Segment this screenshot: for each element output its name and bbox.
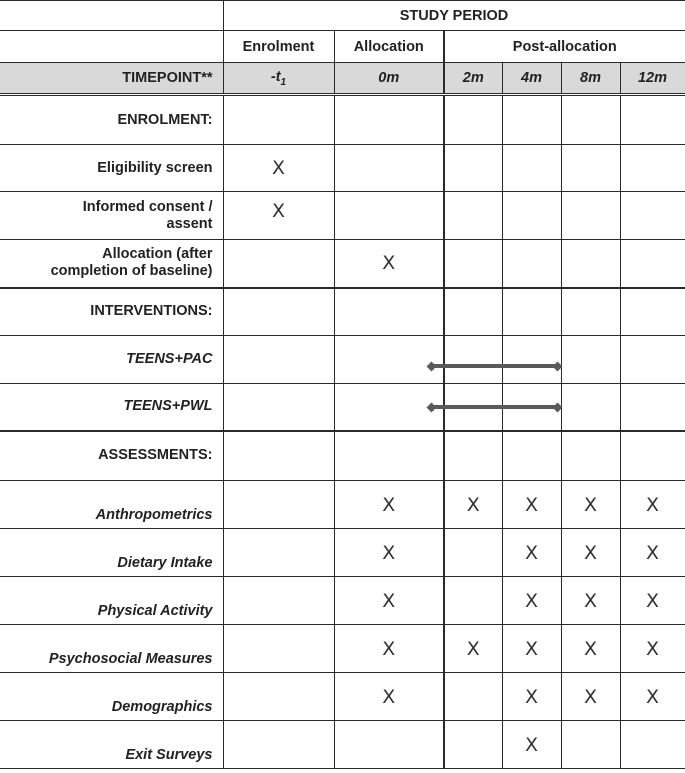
mark-cell: X [223,192,334,240]
cell [561,431,620,481]
timepoint-4m: 4m [502,63,561,95]
timepoint-row [0,63,685,95]
mark-cell: X [502,625,561,673]
cell [620,95,685,145]
enrolment-section-row [0,95,685,145]
cell [561,95,620,145]
cell [223,384,334,431]
allocation-label [0,240,223,288]
mark-cell: X [223,145,334,192]
assessments-section-row [0,431,685,481]
intervention-row-pac [0,336,685,384]
mark-cell: X [620,529,685,577]
intervention-row-pwl [0,384,685,431]
mark-cell [444,673,502,721]
timepoint-allocation: 0m [334,63,444,95]
cell [223,336,334,384]
assessment-row [0,721,685,769]
study-period-row [0,1,685,31]
cell [334,95,444,145]
mark-cell: X [502,721,561,769]
assessment-label: Psychosocial Measures [0,625,223,673]
post-allocation-phase-header: Post-allocation [444,31,685,63]
consent-label [0,192,223,240]
mark-cell [223,721,334,769]
mark-cell: X [561,529,620,577]
eligibility-label: Eligibility screen [0,145,223,192]
mark-cell [502,192,561,240]
assessment-row [0,625,685,673]
cell [502,288,561,336]
consent-label-line1: Informed consent / [82,198,213,215]
assessment-row [0,481,685,529]
cell [620,336,685,384]
assessment-label: Anthropometrics [0,481,223,529]
mark-cell [444,192,502,240]
timepoint-8m: 8m [561,63,620,95]
allocation-phase-header: Allocation [334,31,444,63]
mark-cell: X [334,529,444,577]
mark-cell [444,145,502,192]
mark-cell [444,721,502,769]
cell [223,288,334,336]
assessments-section-label: ASSESSMENTS: [0,431,223,481]
mark-cell [223,673,334,721]
timepoint-t-subscript: 1 [280,76,287,88]
cell [502,431,561,481]
mark-cell [502,145,561,192]
mark-cell: X [620,625,685,673]
mark-cell [444,529,502,577]
mark-cell: X [334,673,444,721]
mark-cell: X [334,240,444,288]
intervention-pwl-label: TEENS+PWL [0,384,223,431]
cell [334,288,444,336]
mark-cell [502,240,561,288]
timepoint-t-symbol: -t [270,68,281,85]
timepoint-2m: 2m [444,63,502,95]
allocation-row [0,240,685,288]
mark-cell [334,145,444,192]
cell [561,384,620,431]
interventions-section-label: INTERVENTIONS: [0,288,223,336]
assessment-label: Exit Surveys [0,721,223,769]
timepoint-12m: 12m [620,63,685,95]
mark-cell: X [561,481,620,529]
timepoint-label: TIMEPOINT** [0,63,223,95]
cell [620,431,685,481]
mark-cell: X [502,529,561,577]
mark-cell [620,145,685,192]
mark-cell [223,240,334,288]
corner-cell [0,1,223,31]
cell [444,95,502,145]
mark-cell [561,721,620,769]
cell [444,336,502,384]
assessment-row [0,673,685,721]
phase-blank-cell [0,31,223,63]
mark-cell [561,192,620,240]
mark-cell [334,192,444,240]
assessment-row [0,529,685,577]
mark-cell [620,240,685,288]
mark-cell: X [334,577,444,625]
enrolment-section-label: ENROLMENT: [0,95,223,145]
mark-cell [561,240,620,288]
intervention-pac-label: TEENS+PAC [0,336,223,384]
mark-cell [223,481,334,529]
cell [223,431,334,481]
cell [223,95,334,145]
cell [444,431,502,481]
interventions-section-row [0,288,685,336]
mark-cell: X [561,625,620,673]
mark-cell: X [620,673,685,721]
phase-row [0,31,685,63]
enrolment-phase-header: Enrolment [223,31,334,63]
mark-cell: X [502,673,561,721]
mark-cell [444,577,502,625]
mark-cell [444,240,502,288]
mark-cell: X [502,481,561,529]
mark-cell [223,625,334,673]
study-period-header: STUDY PERIOD [223,1,685,31]
eligibility-row [0,145,685,192]
pwl-duration-line [432,405,558,409]
consent-label-line2: assent [166,215,213,232]
mark-cell [334,721,444,769]
cell [620,288,685,336]
assessment-label: Dietary Intake [0,529,223,577]
mark-cell [561,145,620,192]
mark-cell [620,721,685,769]
pac-duration-line [432,364,558,368]
assessment-label: Demographics [0,673,223,721]
assessment-row [0,577,685,625]
mark-cell: X [334,625,444,673]
timepoint-enrolment [223,63,334,95]
assessment-label: Physical Activity [0,577,223,625]
mark-cell: X [561,673,620,721]
mark-cell [223,577,334,625]
mark-cell: X [620,577,685,625]
cell [561,336,620,384]
mark-cell: X [561,577,620,625]
cell [502,336,561,384]
cell [444,288,502,336]
cell [334,431,444,481]
mark-cell: X [444,625,502,673]
allocation-label-line2: completion of baseline) [50,263,213,280]
mark-cell: X [502,577,561,625]
consent-row [0,192,685,240]
cell [561,288,620,336]
mark-cell [223,529,334,577]
mark-cell: X [620,481,685,529]
mark-cell: X [444,481,502,529]
cell [502,95,561,145]
cell [334,336,444,384]
allocation-label-line1: Allocation (after [102,246,213,263]
cell [620,384,685,431]
mark-cell: X [334,481,444,529]
mark-cell [620,192,685,240]
